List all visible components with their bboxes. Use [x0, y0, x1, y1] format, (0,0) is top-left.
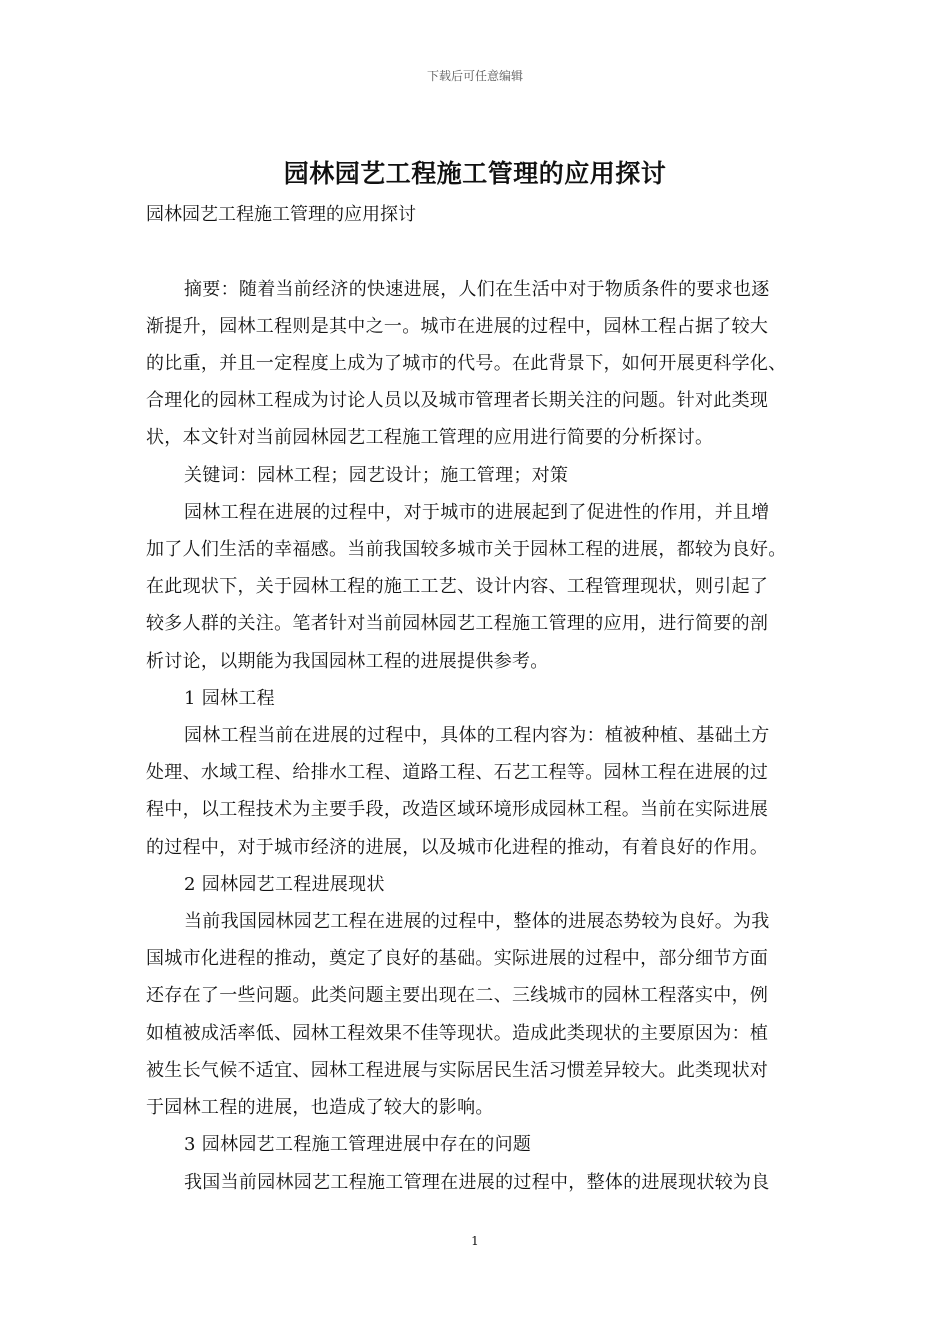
paragraph-line: 于园林工程的进展，也造成了较大的影响。 — [146, 1097, 494, 1118]
abstract-line: 渐提升，园林工程则是其中之一。城市在进展的过程中，园林工程占据了较大 — [146, 316, 769, 337]
section-heading: 3 园林园艺工程施工管理进展中存在的问题 — [184, 1134, 532, 1155]
paragraph-line: 在此现状下，关于园林工程的施工工艺、设计内容、工程管理现状，则引起了 — [146, 576, 769, 597]
abstract-line: 的比重，并且一定程度上成为了城市的代号。在此背景下，如何开展更科学化、 — [146, 353, 787, 374]
keywords-line: 关键词：园林工程；园艺设计；施工管理；对策 — [184, 465, 569, 486]
paragraph-line: 加了人们生活的幸福感。当前我国较多城市关于园林工程的进展，都较为良好。 — [146, 539, 787, 560]
paragraph-line: 的过程中，对于城市经济的进展，以及城市化进程的推动，有着良好的作用。 — [146, 837, 769, 858]
page-number: 1 — [471, 1234, 479, 1248]
paragraph-line: 析讨论，以期能为我国园林工程的进展提供参考。 — [146, 651, 549, 672]
paragraph-line: 程中，以工程技术为主要手段，改造区域环境形成园林工程。当前在实际进展 — [146, 799, 769, 820]
paragraph-line: 园林工程当前在进展的过程中，具体的工程内容为：植被种植、基础土方 — [184, 725, 770, 746]
paragraph-line: 如植被成活率低、园林工程效果不佳等现状。造成此类现状的主要原因为：植 — [146, 1023, 769, 1044]
section-heading: 1 园林工程 — [184, 688, 275, 709]
document-subtitle: 园林园艺工程施工管理的应用探讨 — [146, 204, 416, 225]
paragraph-line: 当前我国园林园艺工程在进展的过程中，整体的进展态势较为良好。为我 — [184, 911, 770, 932]
section-heading: 2 园林园艺工程进展现状 — [184, 874, 385, 895]
paragraph-line: 较多人群的关注。笔者针对当前园林园艺工程施工管理的应用，进行简要的剖 — [146, 613, 769, 634]
abstract-line: 摘要：随着当前经济的快速进展，人们在生活中对于物质条件的要求也逐 — [184, 279, 770, 300]
paragraph-line: 还存在了一些问题。此类问题主要出现在二、三线城市的园林工程落实中，例 — [146, 985, 769, 1006]
abstract-line: 合理化的园林工程成为讨论人员以及城市管理者长期关注的问题。针对此类现 — [146, 390, 769, 411]
paragraph-line: 我国当前园林园艺工程施工管理在进展的过程中，整体的进展现状较为良 — [184, 1172, 770, 1193]
paragraph-line: 园林工程在进展的过程中，对于城市的进展起到了促进性的作用，并且增 — [184, 502, 770, 523]
header-note: 下载后可任意编辑 — [426, 69, 523, 83]
paragraph-line: 被生长气候不适宜、园林工程进展与实际居民生活习惯差异较大。此类现状对 — [146, 1060, 769, 1081]
paragraph-line: 处理、水域工程、给排水工程、道路工程、石艺工程等。园林工程在进展的过 — [146, 762, 769, 783]
abstract-line: 状，本文针对当前园林园艺工程施工管理的应用进行简要的分析探讨。 — [146, 427, 714, 448]
document-title: 园林园艺工程施工管理的应用探讨 — [283, 159, 667, 188]
paragraph-line: 国城市化进程的推动，奠定了良好的基础。实际进展的过程中，部分细节方面 — [146, 948, 769, 969]
